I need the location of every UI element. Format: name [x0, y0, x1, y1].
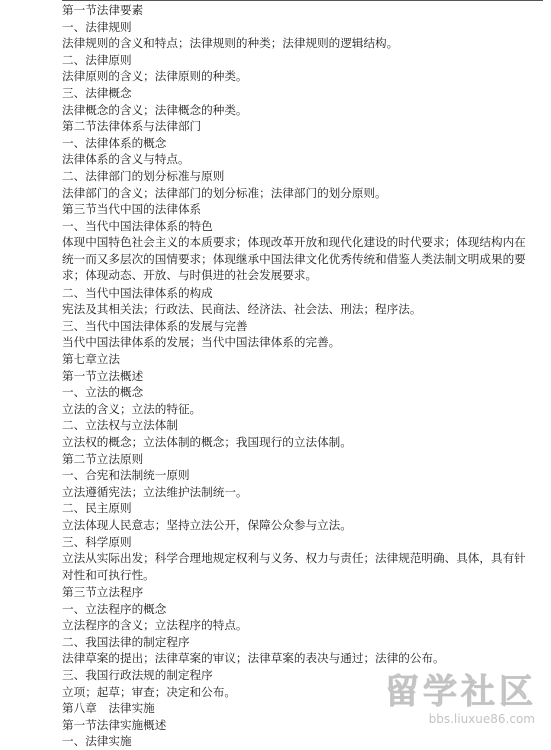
section-heading: 第二节立法原则: [62, 451, 144, 466]
subheading: 二、立法权与立法体制: [62, 418, 178, 433]
body-paragraph: 立法从实际出发；科学合理地规定权利与义务、权力与责任；法律规范明确、具体，具有针对性和可执行性。: [62, 551, 526, 582]
section-heading: 第三节立法程序: [62, 585, 144, 599]
watermark-title: 留学社区: [385, 672, 537, 712]
section-heading: 第三节当代中国的法律体系: [62, 202, 202, 217]
body-paragraph: 体现中国特色社会主义的本质要求；体现改革开放和现代化建设的时代要求；体现结构内在统一而又多层次的国情要求；体现继承中国法律文化优秀传统和借鉴人类法制文明成果的要求；体现动态、开放、与时俱进的社会发展要求。: [62, 235, 526, 283]
body-line: 法律草案的提出；法律草案的审议；法律草案的表决与通过；法律的公布。: [62, 651, 445, 666]
subheading: 一、法律规则: [62, 19, 132, 34]
section-heading: 第一节法律实施概述: [62, 717, 167, 732]
subheading: 二、法律部门的划分标准与原则: [62, 169, 225, 183]
body-line: 法律部门的含义；法律部门的划分标准；法律部门的划分原则。: [62, 185, 387, 200]
section-heading: 第一节法律要素: [62, 3, 144, 17]
section-heading: 第二节法律体系与法律部门: [62, 119, 202, 134]
subheading: 三、法律概念: [62, 86, 132, 100]
body-line: 立法权的概念；立法体制的概念；我国现行的立法体制。: [62, 435, 352, 449]
body-line: 法律体系的含义与特点。: [62, 152, 190, 167]
subheading: 三、我国行政法规的制定程序: [62, 668, 213, 682]
body-line: 立项；起草；审查；决定和公布。: [62, 684, 236, 699]
body-line: 立法的含义；立法的特征。: [62, 401, 202, 416]
subheading: 一、合宪和法制统一原则: [62, 468, 190, 483]
watermark-url: bbs.liuxue86.com: [428, 712, 535, 726]
body-line: 立法程序的含义；立法程序的特点。: [62, 618, 248, 633]
body-line: 法律原则的含义；法律原则的种类。: [62, 69, 248, 84]
section-heading: 第一节立法概述: [62, 368, 144, 383]
body-line: 法律概念的含义；法律概念的种类。: [62, 102, 248, 117]
subheading: 一、法律体系的概念: [62, 135, 167, 150]
chapter-heading: 第八章 法律实施: [62, 701, 155, 716]
body-line: 宪法及其相关法；行政法、民商法、经济法、社会法、刑法；程序法。: [62, 302, 422, 317]
subheading: 二、民主原则: [62, 501, 132, 516]
subheading: 一、当代中国法律体系的特色: [62, 218, 213, 233]
subheading: 二、法律原则: [62, 52, 132, 67]
subheading: 三、当代中国法律体系的发展与完善: [62, 318, 248, 333]
body-line: 法律规则的含义和特点；法律规则的种类；法律规则的逻辑结构。: [62, 36, 399, 51]
top-rule: [62, 0, 543, 1]
subheading: 二、当代中国法律体系的构成: [62, 285, 213, 300]
subheading: 一、立法的概念: [62, 385, 144, 400]
body-line: 当代中国法律体系的发展；当代中国法律体系的完善。: [62, 335, 341, 350]
chapter-heading: 第七章立法: [62, 352, 120, 366]
subheading: 二、我国法律的制定程序: [62, 634, 190, 649]
subheading: 一、法律实施: [62, 734, 132, 749]
body-line: 立法体现人民意志；坚持立法公开，保障公众参与立法。: [62, 518, 352, 532]
subheading: 三、科学原则: [62, 534, 132, 549]
subheading: 一、立法程序的概念: [62, 601, 167, 616]
site-watermark: [369, 664, 539, 726]
body-line: 立法遵循宪法；立法维护法制统一。: [62, 484, 248, 499]
